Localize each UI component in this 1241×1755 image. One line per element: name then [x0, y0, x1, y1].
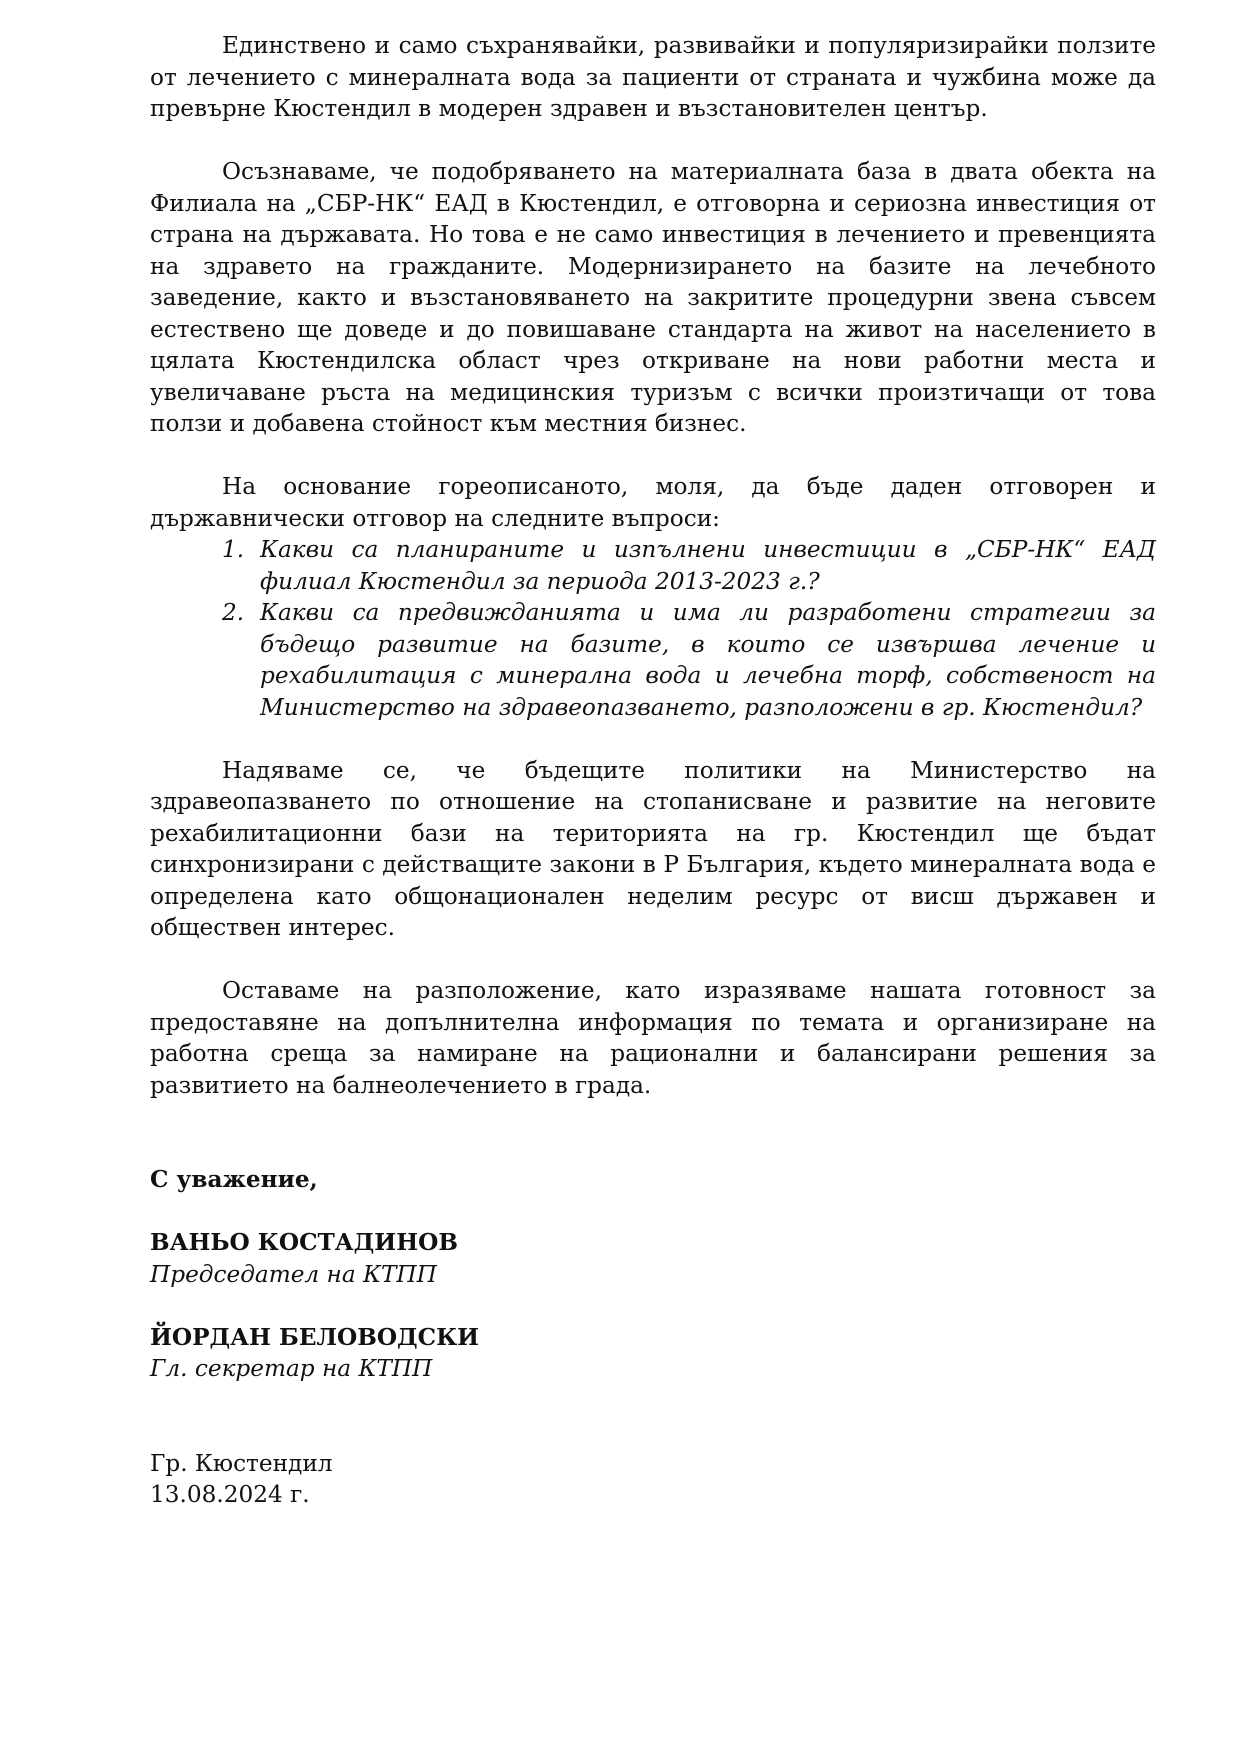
paragraph-investment: Осъзнаваме, че подобряването на материалната база в двата обекта на Филиала на „СБР-НК“ ЕАД в Кюстендил, е отговорна и сериозна инвестиция от страна на държавата. Но това е не само инвестиция в лечението и превенцията на здравето на гражданите. Модернизирането на базите на лечебното заведение, както и възстановяването на закритите процедурни звена съвсем естествено ще доведе и до повишаване стандарта на живот на населението в цялата Кюстендилска област чрез откриване на нови работни места и увеличаване ръста на медицинския туризъм с всички произтичащи от това ползи и добавена стойност към местния бизнес. — [150, 158, 1156, 437]
question-item-1 — [150, 534, 1156, 597]
question-number: 1. — [222, 536, 245, 563]
signatory-role-1: Председател на КТПП — [150, 1260, 437, 1288]
question-number: 2. — [222, 599, 245, 626]
signatory-name-2: ЙОРДАН БЕЛОВОДСКИ — [150, 1323, 480, 1351]
document-page — [150, 30, 1156, 1511]
signatory-name-1: ВАНЬО КОСТАДИНОВ — [150, 1229, 458, 1256]
date: 13.08.2024 г. — [150, 1481, 310, 1508]
question-text: Какви са предвижданията и има ли разработени стратегии за бъдещо развитие на базите, в които се извършва лечение и рехабилитация с минерална вода и лечебна торф, собственост на Министерство на здравеопазването, разположени в гр. Кюстендил? — [260, 599, 1156, 721]
question-list — [150, 534, 1156, 723]
paragraph-policy: Надяваме се, че бъдещите политики на Министерство на здравеопазването по отношение на стопанисване и развитие на неговите рехабилитационни бази на територията на гр. Кюстендил ще бъдат синхронизирани с действащите закони в Р България, където минералната вода е определена като общонационален неделим ресурс от висш държавен и обществен интерес. — [150, 756, 1156, 941]
paragraph-request: На основание гореописаното, моля, да бъде даден отговорен и държавнически отговор на следните въпроси: — [150, 473, 1156, 532]
closing-salutation: С уважение, — [150, 1166, 318, 1193]
paragraph-availability: Оставаме на разположение, като изразяваме нашата готовност за предоставяне на допълнителна информация по темата и организиране на работна среща за намиране на рационални и балансирани решения за развитието на балнеолечението в града. — [150, 977, 1156, 1099]
question-text: Какви са планираните и изпълнени инвестиции в „СБР-НК“ ЕАД филиал Кюстендил за периода 2013-2023 г.? — [260, 536, 1156, 595]
place: Гр. Кюстендил — [150, 1449, 333, 1477]
signatory-role-2: Гл. секретар на КТПП — [150, 1355, 433, 1382]
paragraph-intro: Единствено и само съхранявайки, развивайки и популяризирайки ползите от лечението с минералната вода за пациенти от страната и чужбина може да превърне Кюстендил в модерен здравен и възстановителен център. — [150, 32, 1156, 122]
question-item-2 — [150, 597, 1156, 723]
